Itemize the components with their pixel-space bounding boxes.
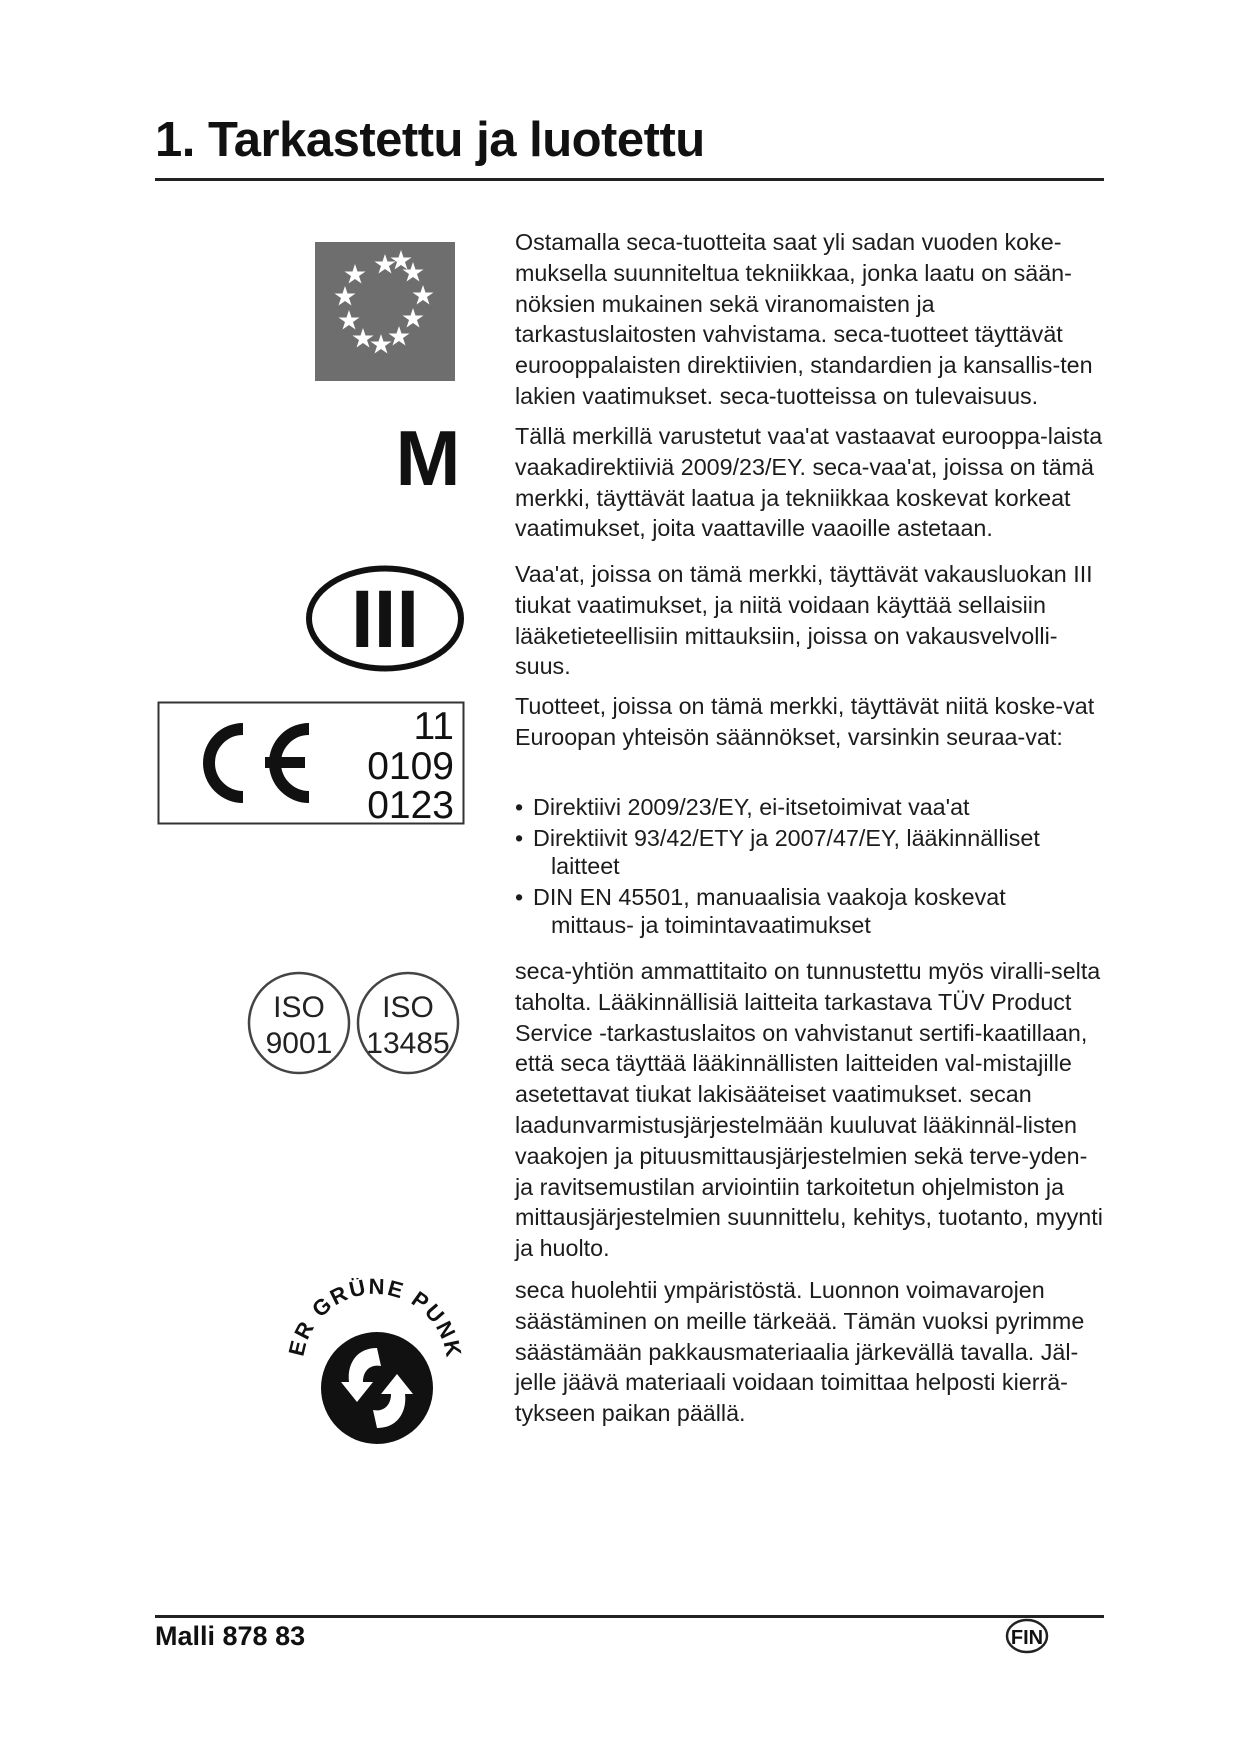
accuracy-class-logo bbox=[305, 565, 465, 672]
ce-number-3: 0123 bbox=[367, 784, 454, 825]
class3-text: Vaa'at, joissa on tämä merkki, täyttävät vakausluokan III tiukat vaatimukset, ja niitä voidaan käyttää sellaisiin lääketieteellisiin mittauksiin, joissa on vakausvelvolli-suus. bbox=[515, 561, 1093, 680]
iso-9001-label: ISO bbox=[273, 991, 325, 1024]
iso-13485-badge bbox=[355, 970, 461, 1076]
list-item bbox=[515, 793, 1105, 821]
iso-9001-number: 9001 bbox=[265, 1027, 333, 1060]
list-item bbox=[515, 824, 1105, 880]
ce-mark-logo bbox=[157, 701, 465, 825]
iso-13485-label: ISO bbox=[382, 991, 434, 1024]
directive-list bbox=[515, 793, 1105, 942]
class3-paragraph bbox=[515, 559, 1105, 682]
ce-number-2: 0109 bbox=[367, 745, 454, 788]
language-badge bbox=[1005, 1618, 1049, 1654]
footer-model: Malli 878 83 bbox=[155, 1621, 306, 1651]
list-item-continuation: mittaus- ja toimintavaatimukset bbox=[551, 912, 871, 938]
m-mark-paragraph bbox=[515, 421, 1105, 544]
m-mark-logo bbox=[388, 418, 468, 498]
intro-paragraph bbox=[515, 227, 1105, 412]
environment-paragraph bbox=[515, 1275, 1105, 1429]
footer-divider bbox=[155, 1615, 1104, 1618]
eu-stars-icon bbox=[315, 242, 455, 381]
ce-paragraph bbox=[515, 691, 1105, 753]
ce-number-1: 11 bbox=[413, 705, 454, 748]
language-code: FIN bbox=[1010, 1627, 1044, 1649]
page-title: 1. Tarkastettu ja luotettu bbox=[155, 113, 705, 167]
list-item bbox=[515, 883, 1105, 939]
green-dot-recycle-icon bbox=[285, 1278, 465, 1448]
environment-text: seca huolehtii ympäristöstä. Luonnon voimavarojen säästäminen on meille tärkeää. Tämän vuoksi pyrimme säästämään pakkausmateriaalia järkevällä tavalla. Jäl-jelle jäävä materiaali voidaan toimittaa helposti kierrä-tykseen paikan päällä. bbox=[515, 1277, 1085, 1427]
iso-text: seca-yhtiön ammattitaito on tunnustettu myös viralli-selta taholta. Lääkinnällisiä laitteita tarkastava TÜV Product Service -tarkastuslaitos on vahvistanut sertifi-kaatillaan, että seca täyttää lääkinnällisten laitteiden val-mistajille asetettavat tiukat lakisääteiset vaatimukset. secan laadunvarmistusjärjestelmään kuuluvat lääkinnäl-listen vaakojen ja pituusmittausjärjestelmien sekä terve-yden- ja ravitsemustilan arviointiin tarkoitetun ohjelmiston ja mittausjärjestelmien suunnittelu, kehitys, tuotanto, myynti ja huolto. bbox=[515, 958, 1103, 1262]
iso-9001-badge bbox=[246, 970, 352, 1076]
ce-text: Tuotteet, joissa on tämä merkki, täyttävät niitä koske-vat Euroopan yhteisön säännökset, varsinkin seuraa-vat: bbox=[515, 693, 1095, 750]
list-item-line: DIN EN 45501, manuaalisia vaakoja koskevat bbox=[533, 884, 1006, 910]
accuracy-class-text: III bbox=[350, 574, 420, 665]
iso-13485-number: 13485 bbox=[366, 1027, 450, 1060]
list-item-continuation: laitteet bbox=[551, 853, 620, 879]
green-dot-text: ER GRÜNE PUNK bbox=[285, 1278, 465, 1361]
list-item-line: Direktiivi 2009/23/EY, ei-itsetoimivat vaa'at bbox=[533, 794, 970, 820]
list-item-line: Direktiivit 93/42/ETY ja 2007/47/EY, lääkinnälliset bbox=[533, 825, 1040, 851]
m-mark-text: M bbox=[395, 418, 461, 498]
intro-text: Ostamalla seca-tuotteita saat yli sadan vuoden koke-muksella suunniteltua tekniikkaa, jonka laatu on sään-nöksien mukainen sekä viranomaisten ja tarkastuslaitosten vahvistama. seca-tuotteet täyttävät eurooppalaisten direktiivien, standardien ja kansallis-ten lakien vaatimukset. seca-tuotteissa on tulevaisuus. bbox=[515, 229, 1093, 409]
m-mark-text-paragraph: Tällä merkillä varustetut vaa'at vastaavat eurooppa-laista vaakadirektiiviä 2009/23/EY. seca-vaa'at, joissa on tämä merkki, täyttävät laatua ja tekniikkaa koskevat korkeat vaatimukset, joita vaattaville vaaoille astetaan. bbox=[515, 423, 1103, 542]
iso-paragraph bbox=[515, 956, 1105, 1264]
title-divider bbox=[155, 178, 1104, 181]
